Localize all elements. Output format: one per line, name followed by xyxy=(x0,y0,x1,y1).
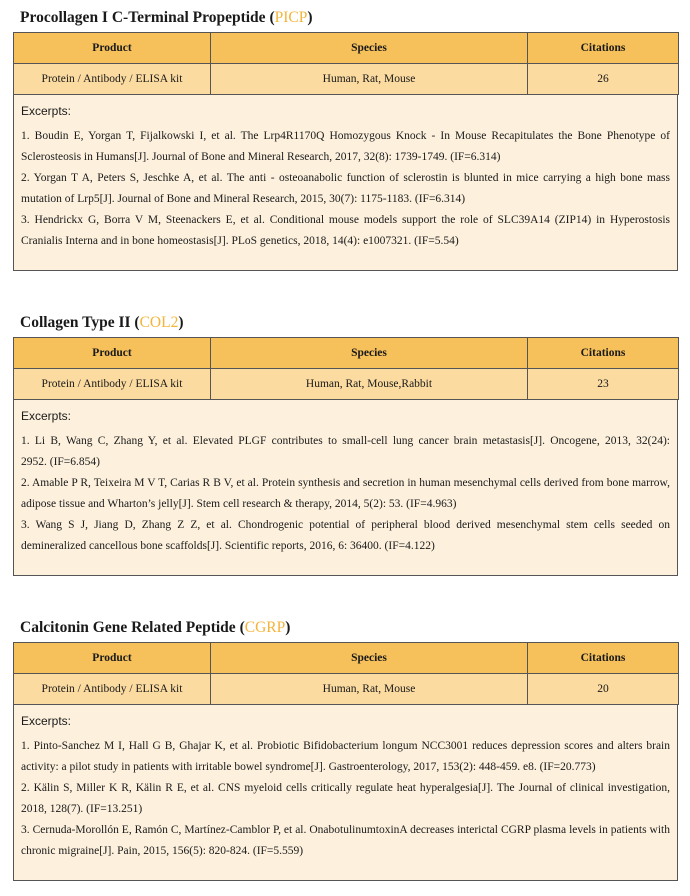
table-header-row xyxy=(14,33,679,64)
reference-item: 2. Kälin S, Miller K R, Kälin R E, et al. CNS myeloid cells critically regulate heat hyperalgesia[J]. The Journal of clinical investigation, 2018, 128(7). (IF=13.251) xyxy=(21,782,670,815)
section-title: Procollagen I C-Terminal Propeptide (PICP) xyxy=(20,9,313,26)
header-product: Product xyxy=(14,33,211,64)
excerpts-label: Excerpts: xyxy=(21,714,72,728)
header-product: Product xyxy=(14,338,211,369)
title-abbr: COL2 xyxy=(139,314,179,331)
title-text: Calcitonin Gene Related Peptide xyxy=(20,619,236,636)
section-picp xyxy=(13,8,678,271)
reference-item: 3. Wang S J, Jiang D, Zhang Z Z, et al. Chondrogenic potential of peripheral blood derived mesenchymal stem cells seeded on demineralized cancellous bone scaffolds[J]. Scientific reports, 2016, 6: 36400. (IF=4.122) xyxy=(21,519,670,552)
reference-item: 2. Yorgan T A, Peters S, Jeschke A, et al. The anti - osteoanabolic function of sclerostin is blunted in mice carrying a high bone mass mutation of Lrp5[J]. Journal of Bone and Mineral Research, 2015, 30(7): 1175-1183. (IF=6.314) xyxy=(21,172,670,205)
product-table xyxy=(13,642,679,705)
title-text: Procollagen I C-Terminal Propeptide xyxy=(20,9,266,26)
table-header-row xyxy=(14,338,679,369)
header-citations: Citations xyxy=(528,338,679,369)
section-cgrp xyxy=(13,618,678,881)
product-table xyxy=(13,337,679,400)
table-row xyxy=(14,64,679,95)
section-col2 xyxy=(13,313,678,576)
header-citations: Citations xyxy=(528,643,679,674)
cell-species: Human, Rat, Mouse xyxy=(211,64,528,95)
title-abbr: CGRP xyxy=(244,619,286,636)
reference-item: 3. Hendrickx G, Borra V M, Steenackers E, et al. Conditional mouse models support the role of SLC39A14 (ZIP14) in Hyperostosis Cranialis Interna and in bone homeostasis[J]. PLoS genetics, 2018, 14(4): e1007321. (IF=5.54) xyxy=(21,214,670,247)
cell-citations: 23 xyxy=(528,369,679,400)
cell-product: Protein / Antibody / ELISA kit xyxy=(14,674,211,705)
reference-item: 2. Amable P R, Teixeira M V T, Carias R B V, et al. Protein synthesis and secretion in human mesenchymal cells derived from bone marrow, adipose tissue and Wharton’s jelly[J]. Stem cell research & therapy, 2014, 5(2): 53. (IF=4.963) xyxy=(21,477,670,510)
cell-citations: 26 xyxy=(528,64,679,95)
table-row xyxy=(14,369,679,400)
reference-item: 1. Pinto-Sanchez M I, Hall G B, Ghajar K, et al. Probiotic Bifidobacterium longum NCC3001 reduces depression scores and alters brain activity: a pilot study in patients with irritable bowel syndrome[J]. Gastroenterology, 2017, 153(2): 448-459. e8. (IF=20.773) xyxy=(21,740,670,773)
header-species: Species xyxy=(211,33,528,64)
reference-item: 1. Boudin E, Yorgan T, Fijalkowski I, et al. The Lrp4R1170Q Homozygous Knock - In Mouse Recapitulates the Bone Phenotype of Sclerosteosis in Humans[J]. Journal of Bone and Mineral Research, 2017, 32(8): 1739-1749. (IF=6.314) xyxy=(21,130,670,163)
excerpts-label: Excerpts: xyxy=(21,409,72,423)
product-table xyxy=(13,32,679,95)
cell-citations: 20 xyxy=(528,674,679,705)
excerpts-box xyxy=(13,95,678,271)
section-title: Collagen Type II (COL2) xyxy=(20,314,184,331)
title-abbr: PICP xyxy=(274,9,308,26)
excerpts-box xyxy=(13,400,678,576)
cell-product: Protein / Antibody / ELISA kit xyxy=(14,64,211,95)
header-species: Species xyxy=(211,338,528,369)
excerpts-box xyxy=(13,705,678,881)
header-product: Product xyxy=(14,643,211,674)
reference-item: 1. Li B, Wang C, Zhang Y, et al. Elevated PLGF contributes to small-cell lung cancer brain metastasis[J]. Oncogene, 2013, 32(24): 2952. (IF=6.854) xyxy=(21,435,670,468)
table-header-row xyxy=(14,643,679,674)
cell-species: Human, Rat, Mouse,Rabbit xyxy=(211,369,528,400)
title-text: Collagen Type II xyxy=(20,314,131,331)
cell-species: Human, Rat, Mouse xyxy=(211,674,528,705)
header-citations: Citations xyxy=(528,33,679,64)
reference-item: 3. Cernuda-Morollón E, Ramón C, Martínez-Camblor P, et al. OnabotulinumtoxinA decreases interictal CGRP plasma levels in patients with chronic migraine[J]. Pain, 2015, 156(5): 820-824. (IF=5.559) xyxy=(21,824,670,857)
excerpts-label: Excerpts: xyxy=(21,104,72,118)
cell-product: Protein / Antibody / ELISA kit xyxy=(14,369,211,400)
section-title: Calcitonin Gene Related Peptide (CGRP) xyxy=(20,619,291,636)
header-species: Species xyxy=(211,643,528,674)
table-row xyxy=(14,674,679,705)
